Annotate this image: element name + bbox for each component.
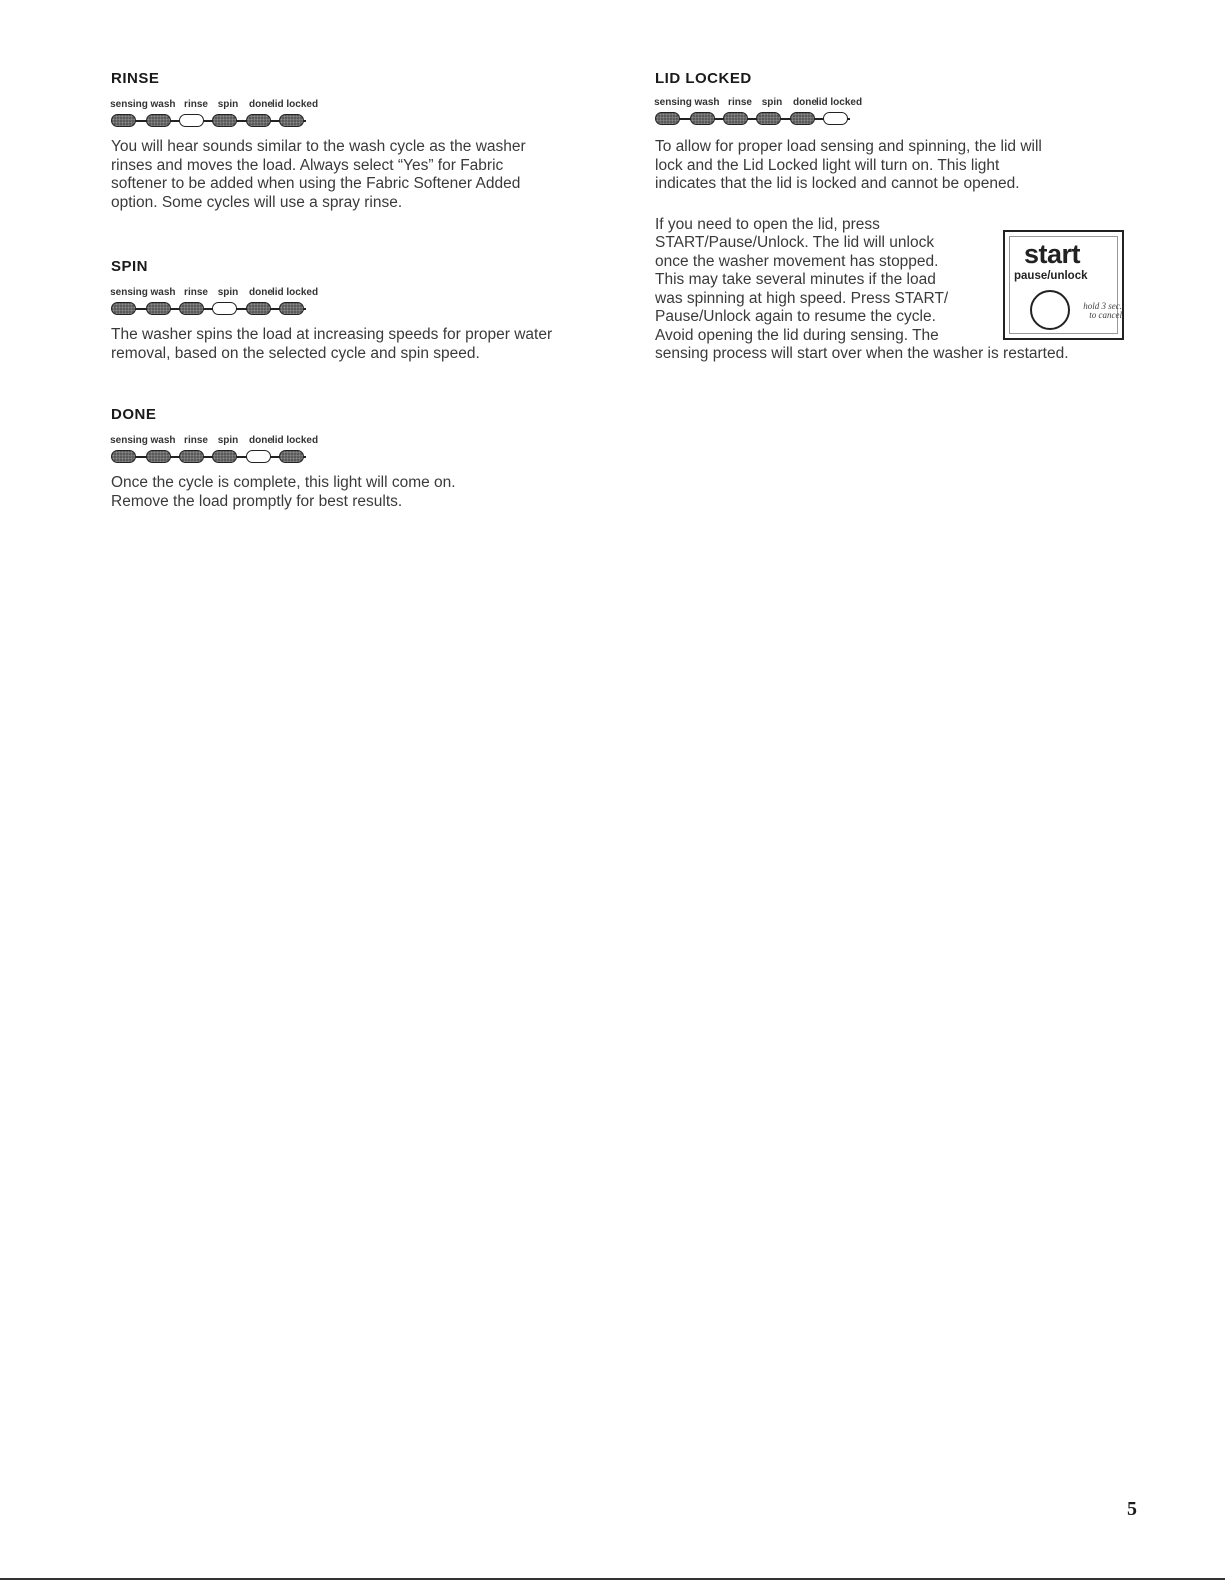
indicator-light-lit [212, 302, 237, 315]
indicator-labels [111, 287, 552, 300]
indicator-track [111, 114, 316, 128]
body-line: lock and the Lid Locked light will turn on. This light [655, 156, 1000, 174]
indicator-label: wash [150, 435, 176, 446]
indicator-light [279, 302, 304, 315]
indicator-light-lit [823, 112, 848, 125]
indicator-light [246, 114, 271, 127]
indicator-track [655, 112, 860, 126]
indicator-label: lid locked [271, 99, 319, 110]
indicator-labels [111, 99, 526, 112]
indicator-label: sensing [654, 97, 692, 108]
indicator-label: done [249, 435, 273, 446]
body-line: Remove the load promptly for best results. [111, 492, 403, 510]
indicator-label: spin [217, 287, 239, 298]
indicator-light [723, 112, 748, 125]
indicator-label: spin [217, 99, 239, 110]
section-spin [111, 258, 552, 363]
bottom-rule [0, 1578, 1225, 1580]
pause-unlock-label: pause/unlock [1014, 270, 1088, 282]
indicator-light [111, 450, 136, 463]
indicator-label: rinse [184, 99, 208, 110]
body-line: softener to be added when using the Fabric Softener Added [111, 175, 521, 192]
indicator-label: lid locked [271, 287, 319, 298]
indicator-labels [111, 435, 456, 448]
body-line: This may take several minutes if the load [655, 271, 936, 288]
indicator-label: lid locked [815, 97, 863, 108]
body-line: The washer spins the load at increasing speeds for proper water [111, 326, 553, 343]
indicator-label: sensing [110, 287, 148, 298]
indicator-label: wash [150, 287, 176, 298]
indicator-light [146, 114, 171, 127]
indicator-light [279, 114, 304, 127]
indicator-labels [655, 97, 1069, 110]
indicator-light-lit [179, 114, 204, 127]
body-line: indicates that the lid is locked and cannot be opened. [655, 175, 1020, 192]
start-button-frame [1009, 236, 1122, 334]
heading-spin: SPIN [111, 258, 149, 275]
indicator-light [146, 450, 171, 463]
heading-done: DONE [111, 406, 157, 423]
body-line: was spinning at high speed. Press START/ [655, 289, 949, 307]
indicator-light [690, 112, 715, 125]
indicator-label: done [793, 97, 817, 108]
heading-lid-locked: LID LOCKED [655, 70, 752, 87]
body-line: Avoid opening the lid during sensing. The [655, 326, 939, 344]
indicator-light [111, 302, 136, 315]
body-line: removal, based on the selected cycle and spin speed. [111, 344, 480, 362]
page-number: 5 [1127, 1498, 1137, 1520]
indicator-light [146, 302, 171, 315]
heading-rinse: RINSE [111, 70, 160, 87]
indicator-label: sensing [110, 435, 148, 446]
indicator-label: spin [217, 435, 239, 446]
hold-to-cancel-note [1076, 302, 1122, 320]
body-line: rinses and moves the load. Always select “Yes” for Fabric [111, 156, 504, 174]
indicator-label: lid locked [271, 435, 319, 446]
indicator-light-lit [246, 450, 271, 463]
cancel-line: to cancel [1089, 310, 1122, 320]
section-done [111, 406, 456, 511]
indicator-label: rinse [184, 287, 208, 298]
body-line: START/Pause/Unlock. The lid will unlock [655, 234, 935, 251]
indicator-light [179, 450, 204, 463]
hold-line: hold 3 sec. [1083, 301, 1122, 311]
start-pause-unlock-button-illustration [1003, 230, 1124, 340]
indicator-label: spin [761, 97, 783, 108]
indicator-label: sensing [110, 99, 148, 110]
circle-button-icon [1030, 290, 1070, 330]
cycle-indicator [111, 435, 456, 464]
indicator-light [790, 112, 815, 125]
body-line: Once the cycle is complete, this light will come on. [111, 474, 456, 491]
indicator-light [212, 114, 237, 127]
indicator-label: done [249, 287, 273, 298]
body-line: If you need to open the lid, press [655, 215, 880, 233]
section-rinse [111, 70, 526, 212]
body-line: Pause/Unlock again to resume the cycle. [655, 308, 936, 325]
indicator-label: rinse [184, 435, 208, 446]
indicator-label: rinse [728, 97, 752, 108]
indicator-light [655, 112, 680, 125]
body-line: To allow for proper load sensing and spinning, the lid will [655, 138, 1042, 155]
indicator-label: done [249, 99, 273, 110]
indicator-light [212, 450, 237, 463]
indicator-track [111, 450, 316, 464]
cycle-indicator [111, 287, 552, 316]
indicator-light [756, 112, 781, 125]
cycle-indicator [655, 97, 1069, 126]
indicator-light [111, 114, 136, 127]
start-label: start [1024, 239, 1081, 269]
cycle-indicator [111, 99, 526, 128]
indicator-label: wash [694, 97, 720, 108]
body-line: sensing process will start over when the washer is restarted. [655, 345, 1069, 362]
indicator-light [179, 302, 204, 315]
body-line: once the washer movement has stopped. [655, 252, 939, 270]
indicator-track [111, 302, 316, 316]
body-line: option. Some cycles will use a spray rinse. [111, 193, 403, 211]
indicator-light [246, 302, 271, 315]
indicator-label: wash [150, 99, 176, 110]
indicator-light [279, 450, 304, 463]
body-line: You will hear sounds similar to the wash cycle as the washer [111, 138, 526, 155]
